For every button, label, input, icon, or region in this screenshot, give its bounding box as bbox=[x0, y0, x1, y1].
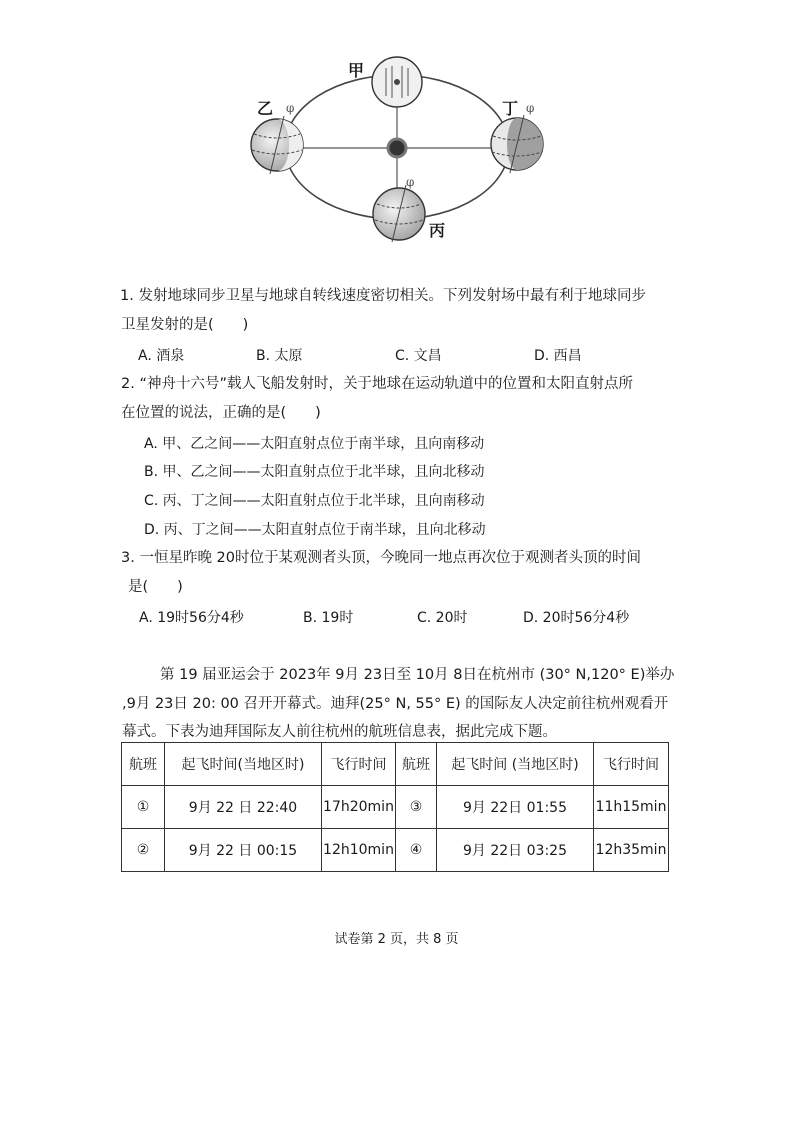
sun bbox=[388, 139, 406, 157]
q3-option-d: D. 20时56分4秒 bbox=[523, 610, 630, 626]
svg-text:φ: φ bbox=[526, 101, 535, 115]
cell-departure: 9月 22 日 22:40 bbox=[165, 786, 322, 829]
cell-duration: 11h15min bbox=[594, 786, 669, 829]
label-jia: 甲 bbox=[348, 61, 365, 80]
header-duration-1: 飞行时间 bbox=[322, 743, 396, 786]
table-row bbox=[122, 829, 669, 872]
cell-flight: ④ bbox=[396, 829, 437, 872]
q2-option-c: C. 丙、丁之间——太阳直射点位于北半球，且向南移动 bbox=[144, 493, 485, 509]
question-2-line1: 2. “神舟十六号”载人飞船发射时，关于地球在运动轨道中的位置和太阳直射点所 bbox=[121, 376, 633, 392]
question-2-line2: 在位置的说法，正确的是( ) bbox=[121, 405, 321, 421]
q2-option-d: D. 丙、丁之间——太阳直射点位于南半球，且向北移动 bbox=[144, 522, 486, 538]
intro-paragraph bbox=[122, 661, 682, 747]
cell-flight: ② bbox=[122, 829, 165, 872]
intro-line-1: 第 19 届亚运会于 2023年 9月 23日至 10月 8日在杭州市 (30° N,120° E)举办 bbox=[160, 667, 675, 683]
earth-jia bbox=[372, 57, 422, 107]
q2-option-b: B. 甲、乙之间——太阳直射点位于北半球，且向北移动 bbox=[144, 464, 485, 480]
q3-option-a: A. 19时56分4秒 bbox=[139, 610, 244, 626]
header-duration-2: 飞行时间 bbox=[594, 743, 669, 786]
table-row bbox=[122, 786, 669, 829]
label-bing: 丙 bbox=[429, 221, 446, 240]
q1-option-a: A. 酒泉 bbox=[138, 348, 185, 364]
svg-text:φ: φ bbox=[406, 175, 415, 189]
intro-line-3: 幕式。下表为迪拜国际友人前往杭州的航班信息表，据此完成下题。 bbox=[122, 724, 557, 740]
cell-duration: 17h20min bbox=[322, 786, 396, 829]
q3-option-c: C. 20时 bbox=[417, 610, 468, 626]
question-1-line1: 1. 发射地球同步卫星与地球自转线速度密切相关。下列发射场中最有利于地球同步 bbox=[120, 288, 646, 304]
q3-option-b: B. 19时 bbox=[303, 610, 354, 626]
q1-option-c: C. 文昌 bbox=[395, 348, 442, 364]
question-3-line1: 3. 一恒星昨晚 20时位于某观测者头顶，今晚同一地点再次位于观测者头顶的时间 bbox=[121, 550, 642, 566]
earth-orbit-diagram bbox=[240, 52, 560, 252]
header-departure-2: 起飞时间 (当地区时) bbox=[437, 743, 594, 786]
header-flight-2: 航班 bbox=[396, 743, 437, 786]
cell-flight: ③ bbox=[396, 786, 437, 829]
q1-option-b: B. 太原 bbox=[256, 348, 303, 364]
flight-info-table bbox=[121, 742, 669, 872]
earth-bing bbox=[373, 175, 425, 242]
q2-option-a: A. 甲、乙之间——太阳直射点位于南半球，且向南移动 bbox=[144, 436, 485, 452]
q1-option-d: D. 西昌 bbox=[534, 348, 582, 364]
question-1-line2: 卫星发射的是( ) bbox=[121, 317, 249, 333]
cell-flight: ① bbox=[122, 786, 165, 829]
cell-duration: 12h35min bbox=[594, 829, 669, 872]
orbit-svg bbox=[240, 52, 560, 252]
cell-departure: 9月 22 日 00:15 bbox=[165, 829, 322, 872]
page-footer: 试卷第 2 页，共 8 页 bbox=[334, 932, 459, 947]
header-flight-1: 航班 bbox=[122, 743, 165, 786]
svg-text:φ: φ bbox=[286, 101, 295, 115]
cell-duration: 12h10min bbox=[322, 829, 396, 872]
header-departure-1: 起飞时间(当地区时) bbox=[165, 743, 322, 786]
cell-departure: 9月 22日 03:25 bbox=[437, 829, 594, 872]
label-yi: 乙 bbox=[257, 99, 274, 118]
table-header-row bbox=[122, 743, 669, 786]
question-3-line2: 是( ) bbox=[128, 579, 183, 595]
cell-departure: 9月 22日 01:55 bbox=[437, 786, 594, 829]
label-ding: 丁 bbox=[502, 99, 519, 118]
intro-line-2: ,9月 23日 20: 00 召开开幕式。迪拜(25° N, 55° E) 的国际友人决定前往杭州观看开 bbox=[122, 695, 669, 712]
